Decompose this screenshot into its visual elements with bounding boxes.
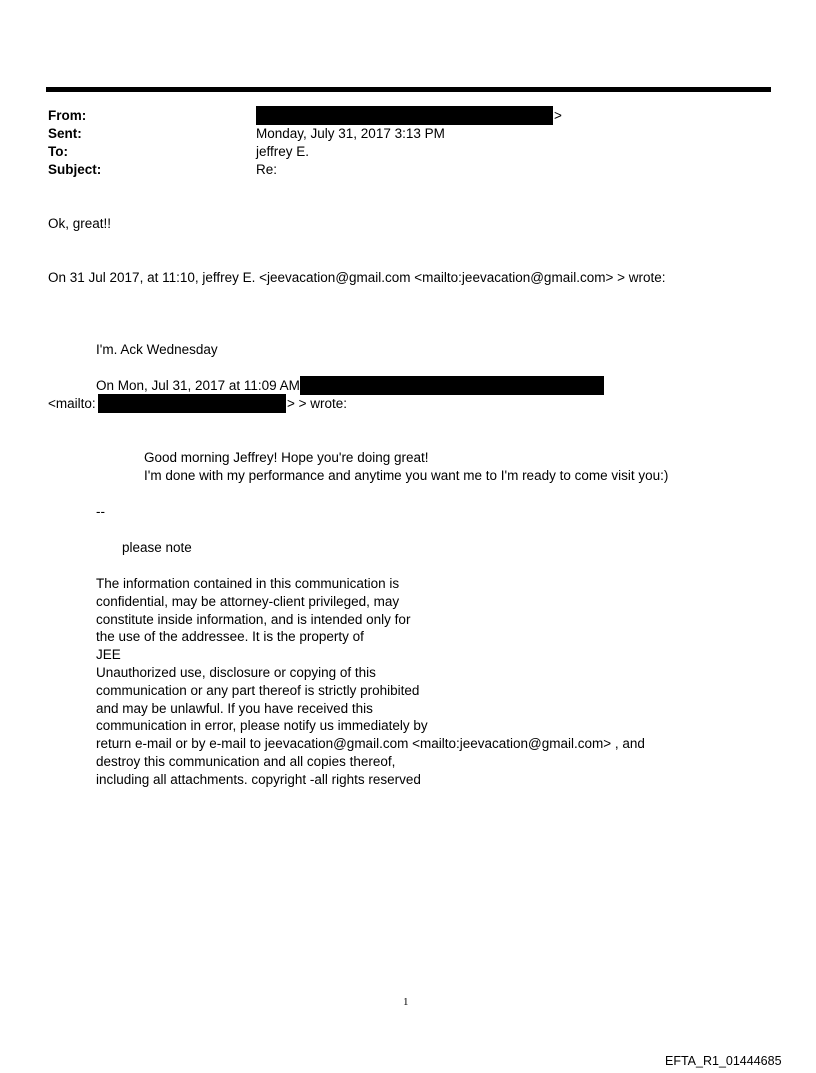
redaction-from	[256, 106, 553, 125]
sent-value: Monday, July 31, 2017 3:13 PM	[256, 126, 445, 141]
disclaimer-line: return e-mail or by e-mail to jeevacation@gmail.com <mailto:jeevacation@gmail.com> , and	[96, 736, 645, 752]
disclaimer-line: Unauthorized use, disclosure or copying of this	[96, 664, 376, 680]
disclaimer-line: including all attachments. copyright -all rights reserved	[96, 771, 421, 787]
disclaimer-line: constitute inside information, and is intended only for	[96, 611, 411, 627]
quoted-reply: I'm. Ack Wednesday	[96, 342, 218, 357]
disclaimer-line: The information contained in this communication is	[96, 576, 400, 591]
inner-line-2: I'm done with my performance and anytime you want me to I'm ready to come visit you:)	[144, 468, 669, 483]
inner-intro: On Mon, Jul 31, 2017 at 11:09 AM	[96, 378, 300, 393]
subject-label: Subject:	[48, 162, 102, 177]
disclaimer-line: communication in error, please notify us immediately by	[96, 718, 428, 734]
disclaimer	[96, 575, 645, 789]
to-label: To:	[48, 144, 68, 159]
disclaimer-line: communication or any part thereof is strictly prohibited	[96, 682, 420, 698]
subject-value: Re:	[256, 162, 278, 177]
note-heading: please note	[122, 540, 192, 555]
page-number: 1	[403, 996, 409, 1008]
disclaimer-line: confidential, may be attorney-client privileged, may	[96, 593, 400, 609]
from-suffix: >	[554, 108, 562, 123]
redaction-inner-mailto	[98, 394, 286, 413]
inner-mailto-suffix: > > wrote:	[287, 396, 348, 411]
inner-line-1: Good morning Jeffrey! Hope you're doing great!	[144, 450, 429, 465]
to-value: jeffrey E.	[256, 144, 310, 159]
redaction-inner-sender	[300, 376, 604, 395]
disclaimer-line: destroy this communication and all copies thereof,	[96, 753, 396, 769]
quote-intro: On 31 Jul 2017, at 11:10, jeffrey E. <jeevacation@gmail.com <mailto:jeevacation@gmail.com> > wrote:	[48, 270, 666, 285]
document-id: EFTA_R1_01444685	[665, 1054, 782, 1068]
disclaimer-line: the use of the addressee. It is the property of	[96, 629, 364, 645]
header-rule	[46, 87, 771, 92]
sent-label: Sent:	[48, 126, 82, 141]
reply-text: Ok, great!!	[48, 216, 112, 231]
inner-mailto-prefix: <mailto:	[48, 396, 96, 411]
from-label: From:	[48, 108, 87, 123]
disclaimer-line: JEE	[96, 647, 121, 663]
disclaimer-line: and may be unlawful. If you have received this	[96, 700, 373, 716]
signature-separator: --	[96, 504, 105, 519]
